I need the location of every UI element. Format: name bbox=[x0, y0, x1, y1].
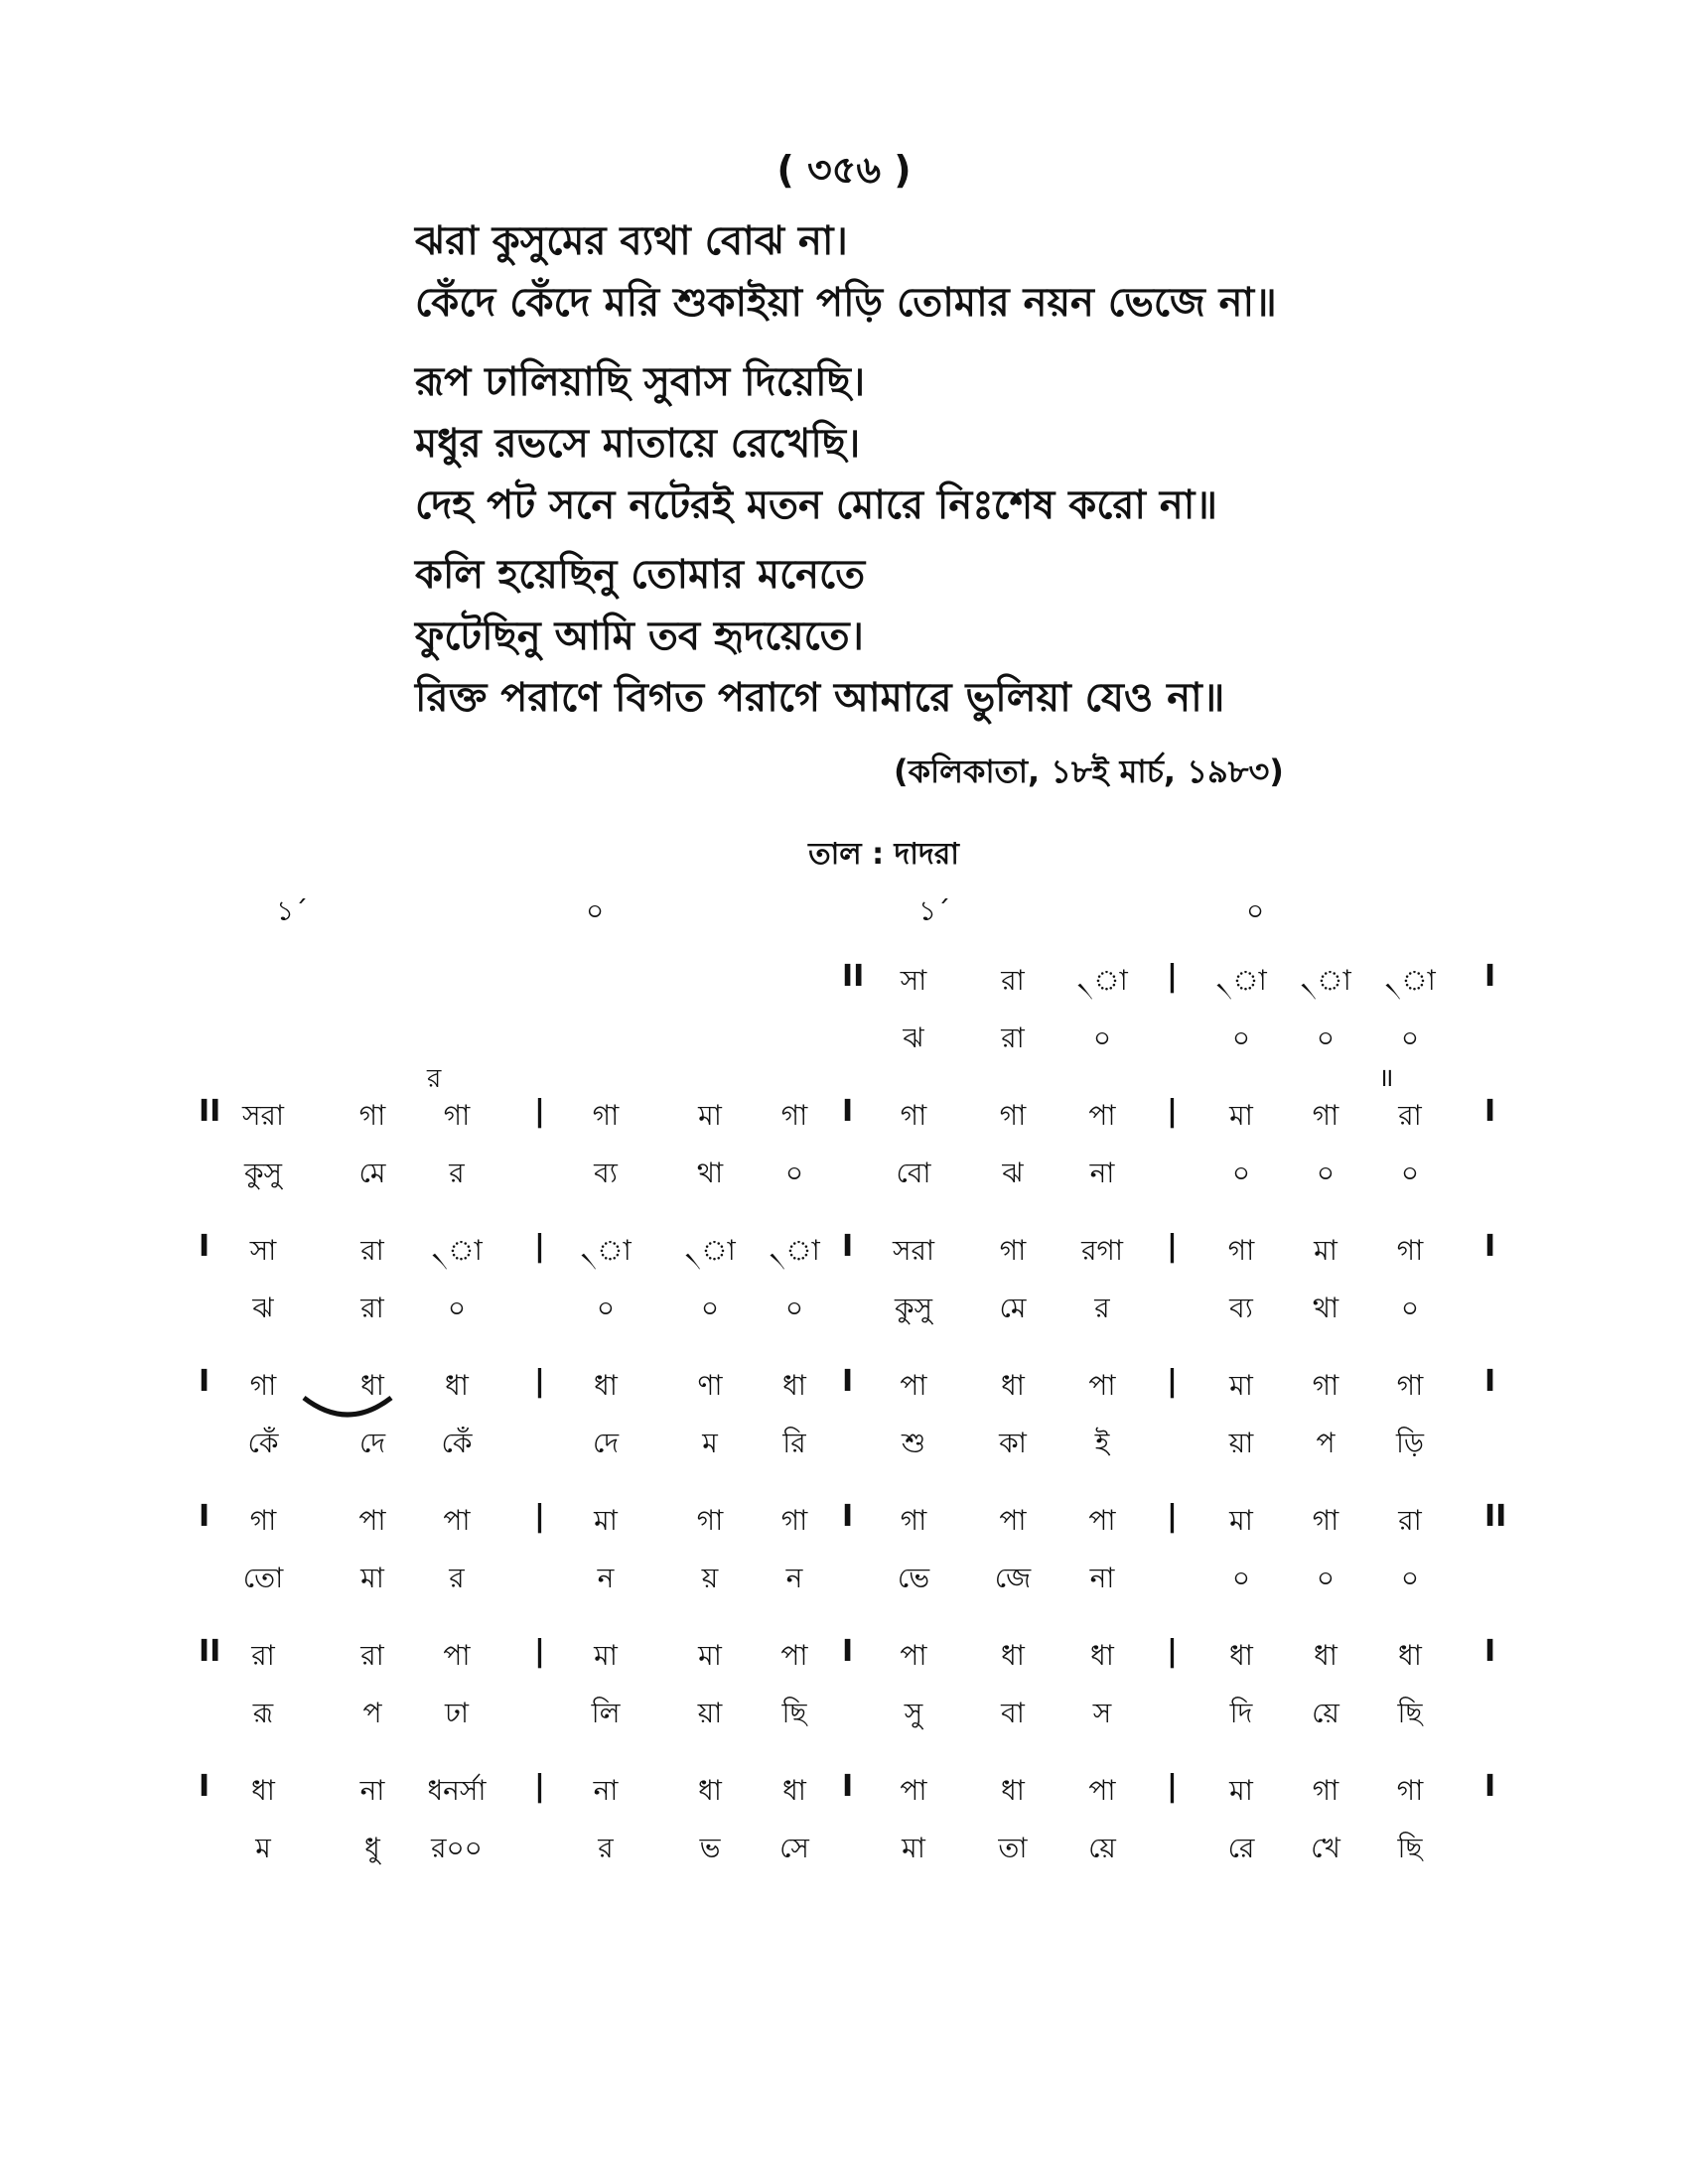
syllable-cell: র bbox=[1094, 1292, 1110, 1324]
lyric-line: রূপ ঢালিয়াছি সুবাস দিয়েছি। bbox=[415, 359, 866, 405]
page-number: ( ৩৫৬ ) bbox=[776, 148, 912, 192]
note-cell: ধা bbox=[1314, 1639, 1337, 1672]
note-cell: পা bbox=[1088, 1504, 1116, 1537]
note-cell: গা bbox=[900, 1504, 927, 1537]
bar-line: | bbox=[1167, 1229, 1178, 1264]
bar-line: | bbox=[534, 1634, 545, 1669]
note-cell: গা bbox=[780, 1504, 808, 1537]
syllable-cell: র০০ bbox=[431, 1832, 483, 1864]
note-cell: রা bbox=[1398, 1504, 1422, 1537]
bar-line: | bbox=[1167, 959, 1178, 994]
ornament-above: ॥ bbox=[1378, 1063, 1394, 1093]
note-cell: ধা bbox=[1001, 1774, 1025, 1807]
note-cell: পা bbox=[1088, 1099, 1116, 1132]
syllable-cell: থা bbox=[696, 1157, 724, 1189]
note-cell: সা bbox=[900, 964, 927, 997]
bar-line: I bbox=[1484, 1229, 1496, 1264]
syllable-cell: ০ bbox=[1231, 1157, 1251, 1189]
bar-line: I bbox=[199, 1364, 211, 1399]
bar-line: II bbox=[199, 1634, 221, 1669]
syllable-cell: মে bbox=[999, 1292, 1027, 1324]
bar-line: I bbox=[1484, 1364, 1496, 1399]
syllable-cell: ভে bbox=[897, 1562, 930, 1594]
syllable-cell: ০ bbox=[700, 1292, 720, 1324]
note-cell: মা bbox=[698, 1099, 722, 1132]
stanza-2 bbox=[415, 351, 1217, 536]
ornament-above: র bbox=[427, 1064, 442, 1094]
syllable-cell: কেঁ bbox=[441, 1427, 473, 1459]
note-cell: ধা bbox=[1001, 1369, 1025, 1402]
lyric-line: দেহ পট সনে নটেরই মতন মোরে নিঃশেষ করো না॥ bbox=[415, 482, 1217, 528]
bar-line: I bbox=[842, 1364, 854, 1399]
bar-line: I bbox=[1484, 1634, 1496, 1669]
slur-mark bbox=[298, 1392, 397, 1432]
note-cell: পা bbox=[900, 1369, 927, 1402]
syllable-cell: ব্য bbox=[1229, 1292, 1253, 1324]
syllable-cell: ০ bbox=[447, 1292, 467, 1324]
note-cell: পা bbox=[999, 1504, 1027, 1537]
lyric-syllable-row bbox=[0, 1422, 1688, 1471]
syllable-cell: প bbox=[362, 1697, 382, 1729]
syllable-cell: জে bbox=[994, 1562, 1032, 1594]
syllable-cell: ০ bbox=[1400, 1157, 1420, 1189]
syllable-cell: ০ bbox=[784, 1292, 804, 1324]
note-cell: রা bbox=[1398, 1099, 1422, 1132]
note-cell: মা bbox=[698, 1639, 722, 1672]
bar-line: | bbox=[1167, 1094, 1178, 1129]
note-cell: সরা bbox=[241, 1099, 285, 1132]
syllable-cell: দে bbox=[592, 1427, 620, 1459]
syllable-cell: স bbox=[1092, 1697, 1112, 1729]
note-cell: গা bbox=[443, 1099, 471, 1132]
note-cell: ৲া bbox=[1384, 964, 1436, 997]
note-cell: গা bbox=[592, 1099, 620, 1132]
note-cell: ৲া bbox=[1215, 964, 1267, 997]
note-cell: পা bbox=[900, 1639, 927, 1672]
note-cell: মা bbox=[1229, 1504, 1253, 1537]
bar-line: II bbox=[199, 1094, 221, 1129]
lyric-syllable-row bbox=[0, 1827, 1688, 1876]
note-cell: ধা bbox=[1229, 1639, 1253, 1672]
syllable-cell: কুসু bbox=[894, 1292, 933, 1324]
syllable-cell: ন bbox=[597, 1562, 615, 1594]
bar-line: | bbox=[534, 1094, 545, 1129]
syllable-cell: ম bbox=[702, 1427, 718, 1459]
syllable-cell: ০ bbox=[784, 1157, 804, 1189]
syllable-cell: থা bbox=[1312, 1292, 1339, 1324]
lyric-syllable-row bbox=[0, 1152, 1688, 1201]
syllable-cell: ০ bbox=[1092, 1022, 1112, 1054]
note-cell: গা bbox=[999, 1099, 1027, 1132]
lyric-line: মধুর রভসে মাতায়ে রেখেছি। bbox=[415, 421, 861, 467]
bar-line: I bbox=[842, 1094, 854, 1129]
syllable-cell: মা bbox=[360, 1562, 384, 1594]
note-cell: ধনর্সা bbox=[427, 1774, 487, 1807]
bar-line: | bbox=[1167, 1364, 1178, 1399]
syllable-cell: কেঁ bbox=[247, 1427, 279, 1459]
syllable-cell: ঝ bbox=[252, 1292, 274, 1324]
bar-line: | bbox=[534, 1229, 545, 1264]
syllable-cell: ন bbox=[785, 1562, 803, 1594]
bar-line: | bbox=[534, 1364, 545, 1399]
note-cell: মা bbox=[1229, 1369, 1253, 1402]
syllable-cell: ড়ি bbox=[1396, 1427, 1424, 1459]
note-cell: গা bbox=[1396, 1369, 1424, 1402]
bar-line: I bbox=[842, 1499, 854, 1534]
bar-line: | bbox=[1167, 1634, 1178, 1669]
note-cell: গা bbox=[358, 1099, 386, 1132]
bar-line: I bbox=[842, 1769, 854, 1804]
lyric-syllable-row bbox=[0, 1692, 1688, 1741]
stanza-1 bbox=[415, 210, 1277, 334]
syllable-cell: ০ bbox=[1316, 1157, 1336, 1189]
note-cell: মা bbox=[594, 1504, 618, 1537]
note-cell: ৲া bbox=[1076, 964, 1128, 997]
note-cell: ধা bbox=[782, 1774, 806, 1807]
note-cell: ৲া bbox=[684, 1234, 736, 1267]
note-cell: ৲া bbox=[431, 1234, 483, 1267]
syllable-cell: ০ bbox=[1316, 1022, 1336, 1054]
syllable-cell: সে bbox=[779, 1832, 809, 1864]
notation-row bbox=[0, 1094, 1688, 1144]
notation-row bbox=[0, 1499, 1688, 1549]
bar-line: | bbox=[1167, 1769, 1178, 1804]
note-cell: গা bbox=[1227, 1234, 1255, 1267]
notation-row bbox=[0, 1769, 1688, 1819]
bar-line: | bbox=[534, 1499, 545, 1534]
note-cell: গা bbox=[780, 1099, 808, 1132]
syllable-cell: রূ bbox=[252, 1697, 274, 1729]
syllable-cell: ০ bbox=[1316, 1562, 1336, 1594]
syllable-cell: ০ bbox=[1400, 1022, 1420, 1054]
syllable-cell: কুসু bbox=[243, 1157, 283, 1189]
note-cell: গা bbox=[1312, 1099, 1339, 1132]
note-cell: ধা bbox=[360, 1369, 384, 1402]
lyric-line: ঝরা কুসুমের ব্যথা বোঝ না। bbox=[415, 218, 848, 264]
note-cell: পা bbox=[780, 1639, 808, 1672]
syllable-cell: দে bbox=[358, 1427, 386, 1459]
place-date: (কলিকাতা, ১৮ই মার্চ, ১৯৮৩) bbox=[894, 752, 1284, 790]
bar-line: I bbox=[1484, 1094, 1496, 1129]
note-cell: রা bbox=[251, 1639, 275, 1672]
syllable-cell: তো bbox=[242, 1562, 284, 1594]
syllable-cell: না bbox=[1089, 1562, 1115, 1594]
syllable-cell: প bbox=[1316, 1427, 1336, 1459]
beat-mark-sam-1: ১´ bbox=[276, 894, 309, 927]
note-cell: পা bbox=[443, 1639, 471, 1672]
note-cell: ধা bbox=[698, 1774, 722, 1807]
note-cell: না bbox=[593, 1774, 619, 1807]
syllable-cell: র bbox=[449, 1157, 465, 1189]
lyric-syllable-row bbox=[0, 1557, 1688, 1606]
syllable-cell: র bbox=[449, 1562, 465, 1594]
note-cell: ধা bbox=[594, 1369, 618, 1402]
note-cell: গা bbox=[249, 1504, 277, 1537]
syllable-cell: মা bbox=[902, 1832, 925, 1864]
note-cell: ৲া bbox=[769, 1234, 820, 1267]
beat-mark-khali-1: ০ bbox=[586, 894, 605, 927]
syllable-cell: য়ে bbox=[1088, 1832, 1116, 1864]
beat-mark-khali-2: ০ bbox=[1246, 894, 1265, 927]
syllable-cell: ব্য bbox=[594, 1157, 618, 1189]
note-cell: ৲া bbox=[1300, 964, 1351, 997]
note-cell: পা bbox=[1088, 1369, 1116, 1402]
note-cell: মা bbox=[1314, 1234, 1337, 1267]
syllable-cell: ধু bbox=[364, 1832, 380, 1864]
bar-line: I bbox=[199, 1499, 211, 1534]
note-cell: গা bbox=[249, 1369, 277, 1402]
note-cell: পা bbox=[443, 1504, 471, 1537]
note-cell: মা bbox=[1229, 1099, 1253, 1132]
syllable-cell: খে bbox=[1311, 1832, 1340, 1864]
note-cell: পা bbox=[900, 1774, 927, 1807]
note-cell: ধা bbox=[1001, 1639, 1025, 1672]
syllable-cell: ঝ bbox=[903, 1022, 924, 1054]
note-cell: মা bbox=[594, 1639, 618, 1672]
note-cell: রগা bbox=[1081, 1234, 1123, 1267]
note-cell: পা bbox=[358, 1504, 386, 1537]
note-cell: রা bbox=[360, 1639, 384, 1672]
syllable-cell: ০ bbox=[596, 1292, 616, 1324]
bar-line: II bbox=[1484, 1499, 1507, 1534]
lyric-syllable-row bbox=[0, 1287, 1688, 1336]
syllable-cell: রি bbox=[782, 1427, 806, 1459]
syllable-cell: ঢা bbox=[445, 1697, 469, 1729]
bar-line: I bbox=[1484, 1769, 1496, 1804]
bar-line: II bbox=[842, 959, 865, 994]
note-cell: ধা bbox=[782, 1369, 806, 1402]
note-cell: ৲া bbox=[580, 1234, 632, 1267]
bar-line: | bbox=[534, 1769, 545, 1804]
note-cell: রা bbox=[360, 1234, 384, 1267]
lyric-line: কেঁদে কেঁদে মরি শুকাইয়া পড়ি তোমার নয়ন ভেজে না॥ bbox=[415, 280, 1277, 326]
note-cell: গা bbox=[900, 1099, 927, 1132]
note-cell: গা bbox=[1396, 1234, 1424, 1267]
note-cell: গা bbox=[696, 1504, 724, 1537]
syllable-cell: ভ bbox=[699, 1832, 721, 1864]
syllable-cell: কা bbox=[999, 1427, 1027, 1459]
syllable-cell: ০ bbox=[1400, 1292, 1420, 1324]
note-cell: গা bbox=[999, 1234, 1027, 1267]
syllable-cell: ম bbox=[255, 1832, 271, 1864]
bar-line: I bbox=[842, 1229, 854, 1264]
stanza-3 bbox=[415, 544, 1224, 729]
note-cell: ণা bbox=[697, 1369, 723, 1402]
syllable-cell: ০ bbox=[1400, 1562, 1420, 1594]
syllable-cell: বা bbox=[1001, 1697, 1025, 1729]
note-cell: পা bbox=[1088, 1774, 1116, 1807]
note-cell: ধা bbox=[1398, 1639, 1422, 1672]
bar-line: I bbox=[199, 1769, 211, 1804]
notation-row bbox=[0, 1364, 1688, 1414]
note-cell: রা bbox=[1001, 964, 1025, 997]
syllable-cell: ছি bbox=[1397, 1697, 1423, 1729]
lyric-line: কলি হয়েছিনু তোমার মনেতে bbox=[415, 552, 866, 598]
syllable-cell: রা bbox=[1001, 1022, 1025, 1054]
syllable-cell: দি bbox=[1229, 1697, 1253, 1729]
syllable-cell: বো bbox=[896, 1157, 931, 1189]
notation-row bbox=[0, 1229, 1688, 1279]
syllable-cell: ই bbox=[1094, 1427, 1110, 1459]
syllable-cell: না bbox=[1089, 1157, 1115, 1189]
lyric-line: রিক্ত পরাণে বিগত পরাগে আমারে ভুলিয়া যেও না॥ bbox=[415, 675, 1225, 721]
syllable-cell: লি bbox=[591, 1697, 621, 1729]
syllable-cell: ০ bbox=[1231, 1562, 1251, 1594]
bar-line: I bbox=[1484, 959, 1496, 994]
syllable-cell: ছি bbox=[781, 1697, 807, 1729]
note-cell: গা bbox=[1312, 1504, 1339, 1537]
syllable-cell: মে bbox=[358, 1157, 386, 1189]
bar-line: I bbox=[199, 1229, 211, 1264]
note-cell: ধা bbox=[1090, 1639, 1114, 1672]
note-cell: গা bbox=[1396, 1774, 1424, 1807]
taal-label: তাল : দাদরা bbox=[808, 837, 959, 872]
lyric-line: ফুটেছিনু আমি তব হৃদয়েতে। bbox=[415, 614, 864, 659]
note-cell: ধা bbox=[445, 1369, 469, 1402]
syllable-cell: য়া bbox=[697, 1697, 723, 1729]
syllable-cell: শু bbox=[901, 1427, 926, 1459]
syllable-cell: ছি bbox=[1397, 1832, 1423, 1864]
notation-row bbox=[0, 1634, 1688, 1684]
beat-mark-sam-2: ১´ bbox=[918, 894, 951, 927]
note-cell: মা bbox=[1229, 1774, 1253, 1807]
syllable-cell: ০ bbox=[1231, 1022, 1251, 1054]
syllable-cell: য়া bbox=[1228, 1427, 1254, 1459]
syllable-cell: রা bbox=[360, 1292, 384, 1324]
syllable-cell: র bbox=[598, 1832, 614, 1864]
bar-line: I bbox=[842, 1634, 854, 1669]
note-cell: ধা bbox=[251, 1774, 275, 1807]
notation-row bbox=[0, 959, 1688, 1009]
lyric-syllable-row bbox=[0, 1017, 1688, 1066]
note-cell: গা bbox=[1312, 1774, 1339, 1807]
note-cell: গা bbox=[1312, 1369, 1339, 1402]
bar-line: | bbox=[1167, 1499, 1178, 1534]
syllable-cell: রে bbox=[1227, 1832, 1255, 1864]
syllable-cell: তা bbox=[998, 1832, 1028, 1864]
note-cell: সরা bbox=[892, 1234, 935, 1267]
syllable-cell: সু bbox=[904, 1697, 923, 1729]
note-cell: না bbox=[359, 1774, 385, 1807]
note-cell: সা bbox=[249, 1234, 277, 1267]
syllable-cell: ঝ bbox=[1002, 1157, 1024, 1189]
syllable-cell: য়ে bbox=[1312, 1697, 1339, 1729]
syllable-cell: য় bbox=[701, 1562, 719, 1594]
